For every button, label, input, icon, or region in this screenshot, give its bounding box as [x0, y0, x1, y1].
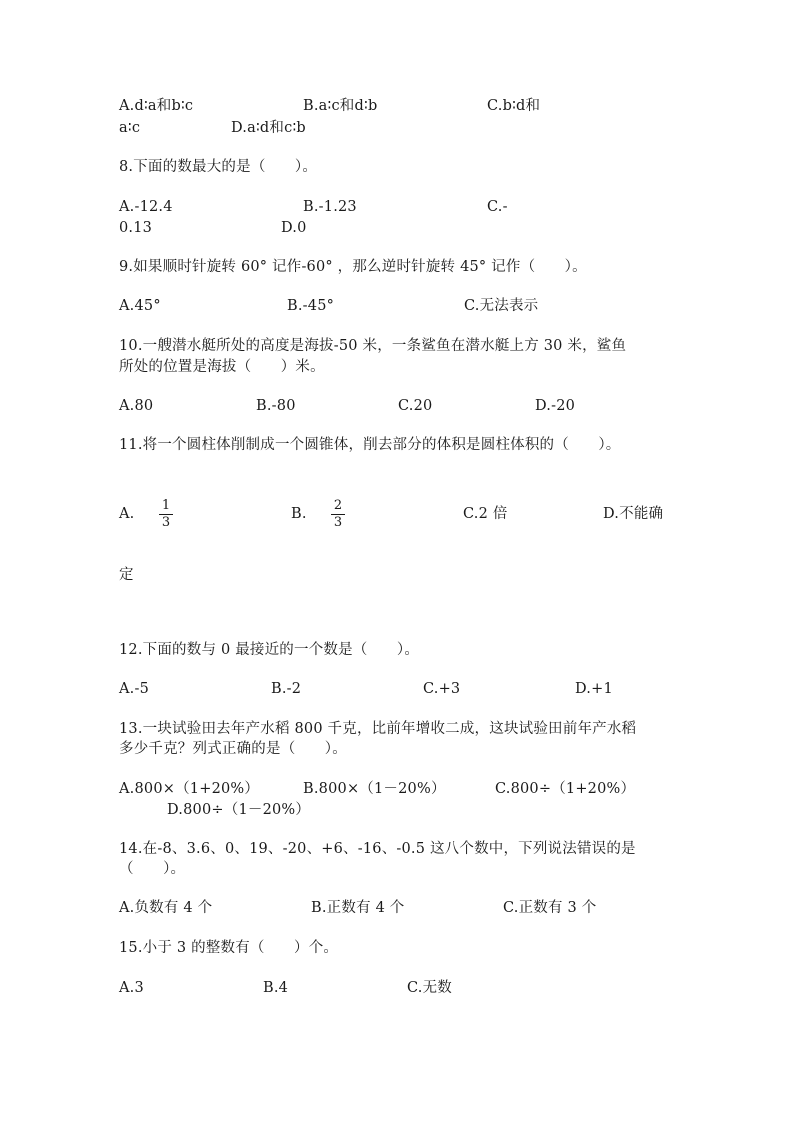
q11-option-b-label: B.	[291, 506, 307, 522]
q14-option-b: B.正数有 4 个	[311, 900, 405, 916]
q13-stem-line-1: 13.一块试验田去年产水稻 800 千克，比前年增收二成，这块试验田前年产水稻	[119, 721, 637, 737]
q10-option-a: A.80	[119, 398, 154, 414]
q13-stem-line-2: 多少千克？列式正确的是（ ）。	[119, 741, 347, 757]
q10-option-b: B.-80	[256, 398, 296, 414]
q8-option-c-continued: 0.13	[119, 220, 153, 236]
q7-option-b: B.a∶c和d∶b	[303, 98, 378, 114]
q10-stem-line-2: 所处的位置是海拔（ ）米。	[119, 359, 325, 375]
q13-option-d: D.800÷（1－20%）	[167, 802, 311, 818]
q12-option-d: D.+1	[575, 681, 613, 697]
q14-stem-line-1: 14.在-8、3.6、0、19、-20、+6、-16、-0.5 这八个数中，下列说法错误的是	[119, 841, 636, 857]
q7-option-c: C.b∶d和	[487, 98, 541, 114]
q8-option-b: B.-1.23	[303, 199, 357, 215]
q11-option-a-label: A.	[119, 506, 135, 522]
q9-option-b: B.-45°	[287, 298, 335, 314]
q7-option-d: D.a∶d和c∶b	[231, 120, 306, 136]
q11-option-b-numerator: 2	[331, 499, 345, 515]
q11-option-c: C.2 倍	[463, 506, 508, 522]
q13-option-c: C.800÷（1+20%）	[495, 781, 636, 797]
q14-stem-line-2: （ ）。	[119, 861, 186, 877]
q8-stem: 8.下面的数最大的是（ ）。	[119, 159, 318, 175]
q11-stem: 11.将一个圆柱体削制成一个圆锥体，削去部分的体积是圆柱体积的（ ）。	[119, 437, 621, 453]
q11-option-a-fraction	[159, 499, 173, 530]
q10-option-d: D.-20	[535, 398, 576, 414]
q14-option-a: A.负数有 4 个	[119, 900, 213, 916]
q9-option-c: C.无法表示	[464, 298, 539, 314]
q11-option-a-numerator: 1	[159, 499, 173, 515]
q15-option-b: B.4	[263, 980, 289, 996]
q13-option-a: A.800×（1+20%）	[119, 781, 260, 797]
q7-option-a: A.d∶a和b∶c	[119, 98, 194, 114]
q8-option-a: A.-12.4	[119, 199, 173, 215]
q15-option-c: C.无数	[407, 980, 452, 996]
q9-stem: 9.如果顺时针旋转 60° 记作-60° ，那么逆时针旋转 45° 记作（ ）。	[119, 259, 587, 275]
q12-option-a: A.-5	[119, 681, 150, 697]
q10-option-c: C.20	[398, 398, 433, 414]
q7-option-c-continued: a∶c	[119, 120, 141, 136]
q8-option-c: C.-	[487, 199, 508, 215]
q15-option-a: A.3	[119, 980, 144, 996]
q12-stem: 12.下面的数与 0 最接近的一个数是（ ）。	[119, 642, 420, 658]
q14-option-c: C.正数有 3 个	[503, 900, 597, 916]
q9-option-a: A.45°	[119, 298, 161, 314]
q12-option-c: C.+3	[423, 681, 461, 697]
q13-option-b: B.800×（1－20%）	[303, 781, 446, 797]
q11-option-b-denominator: 3	[333, 515, 343, 530]
q11-option-b-fraction	[331, 499, 345, 530]
q15-stem: 15.小于 3 的整数有（ ）个。	[119, 940, 339, 956]
q11-option-d: D.不能确	[603, 506, 664, 522]
q11-option-a-denominator: 3	[161, 515, 171, 530]
q10-stem-line-1: 10.一艘潜水艇所处的高度是海拔-50 米，一条鲨鱼在潜水艇上方 30 米，鲨鱼	[119, 338, 627, 354]
q12-option-b: B.-2	[271, 681, 302, 697]
q8-option-d: D.0	[281, 220, 307, 236]
q11-option-d-continued: 定	[119, 567, 134, 583]
